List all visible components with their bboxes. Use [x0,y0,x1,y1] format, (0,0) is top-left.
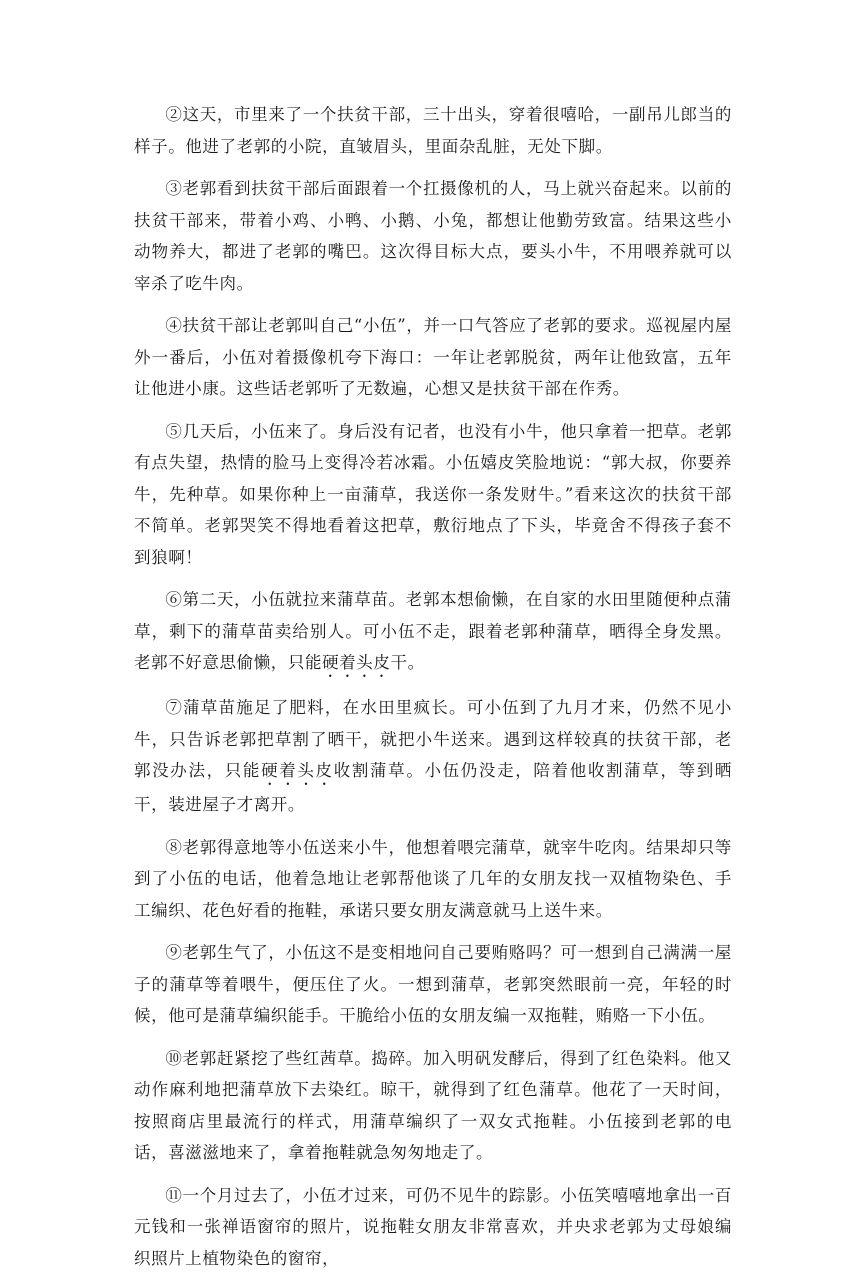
paragraph-7 [134,692,732,821]
emphasized-phrase: 硬着头皮 [261,761,334,780]
paragraph-6 [134,584,732,681]
paragraph-7-text: ⑦蒲草苗施足了肥料，在水田里疯长。可小伍到了九月才来，仍然不见小牛，只告诉老郭把草割了晒干，就把小牛送来。遇到这样较真的扶贫干部，老郭没办法，只能 [134,698,732,780]
paragraph-9 [134,937,732,1032]
paragraph-2 [134,99,732,162]
paragraph-7-text-end: 收割蒲草。小伍仍没走，陪着他收割蒲草，等到晒干，装进屋子才离开。 [134,761,732,814]
paragraph-6-text-end: 干。 [391,653,425,672]
paragraph-5 [134,416,732,574]
paragraph-2-text: ②这天，市里来了一个扶贫干部，三十出头，穿着很嘻哈，一副吊儿郎当的样子。他进了老郭的小院，直皱眉头，里面杂乱脏，无处下脚。 [134,105,732,156]
paragraph-4 [134,310,732,405]
paragraph-4-text: ④扶贫干部让老郭叫自己“小伍”，并一口气答应了老郭的要求。巡视屋内屋外一番后，小伍对着摄像机夸下海口：一年让老郭脱贫，两年让他致富，五年让他进小康。这些话老郭听了无数遍，心想又是扶贫干部在作秀。 [134,316,732,398]
paragraph-10-text: ⑩老郭赶紧挖了些红茜草。捣碎。加入明矾发酵后，得到了红色染料。他又动作麻利地把蒲草放下去染红。晾干，就得到了红色蒲草。他花了一天时间，按照商店里最流行的样式，用蒲草编织了一双女式拖鞋。小伍接到老郭的电话，喜滋滋地来了，拿着拖鞋就急匆匆地走了。 [134,1049,732,1163]
paragraph-9-text: ⑨老郭生气了，小伍这不是变相地问自己要贿赂吗？可一想到自己满满一屋子的蒲草等着喂牛，便压住了火。一想到蒲草，老郭突然眼前一亮，年轻的时候，他可是蒲草编织能手。干脆给小伍的女朋友编一双拖鞋，贿赂一下小伍。 [134,943,732,1025]
paragraph-11-text: ⑪一个月过去了，小伍才过来，可仍不见牛的踪影。小伍笑嘻嘻地拿出一百元钱和一张禅语窗帘的照片，说拖鞋女朋友非常喜欢，并央求老郭为丈母娘编织照片上植物染色的窗帘， [134,1186,732,1268]
paragraph-6-text: ⑥第二天，小伍就拉来蒲草苗。老郭本想偷懒，在自家的水田里随便种点蒲草，剩下的蒲草苗卖给别人。可小伍不走，跟着老郭种蒲草，晒得全身发黑。老郭不好意思偷懒，只能 [134,590,732,672]
paragraph-5-text: ⑤几天后，小伍来了。身后没有记者，也没有小牛，他只拿着一把草。老郭有点失望，热情的脸马上变得冷若冰霜。小伍嬉皮笑脸地说：“郭大叔，你要养牛，先种草。如果你种上一亩蒲草，我送你一条发财牛。”看来这次的扶贫干部不简单。老郭哭笑不得地看着这把草，敷衍地点了下头，毕竟舍不得孩子套不到狼啊！ [134,422,732,567]
paragraph-3-text: ③老郭看到扶贫干部后面跟着一个扛摄像机的人，马上就兴奋起来。以前的扶贫干部来，带着小鸡、小鸭、小鹅、小兔，都想让他勤劳致富。结果这些小动物养大，都进了老郭的嘴巴。这次得目标大点，要头小牛，不用喂养就可以宰杀了吃牛肉。 [134,179,732,293]
paragraph-11 [134,1180,732,1274]
paragraph-3 [134,173,732,299]
paragraph-8 [134,832,732,927]
paragraph-8-text: ⑧老郭得意地等小伍送来小牛，他想着喂完蒲草，就宰牛吃肉。结果却只等到了小伍的电话，他着急地让老郭帮他谈了几年的女朋友找一双植物染色、手工编织、花色好看的拖鞋，承诺只要女朋友满意就马上送牛来。 [134,838,732,920]
paragraph-10 [134,1043,732,1169]
emphasized-phrase: 硬着头皮 [322,653,390,672]
